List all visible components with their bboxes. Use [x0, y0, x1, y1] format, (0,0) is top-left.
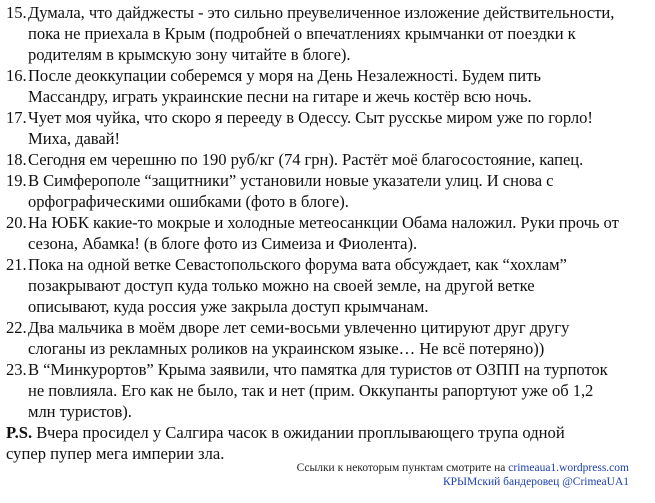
item-number: 22.: [6, 318, 27, 337]
item-text: Пока на одной ветке Севастопольского форума вата обсуждает, как “хохлам” позакрывают доступ куда только можно на своей земле, на другой ветке описывают, куда россия уже закрыла доступ крымчанам.: [28, 255, 567, 316]
list-item: [6, 212, 648, 254]
list-item: [6, 65, 648, 107]
item-text: Два мальчика в моём дворе лет семи-восьми увлеченно цитируют друг другу слоганы из рекламных роликов на украинском языке… Не всё потеряно)): [28, 318, 570, 358]
list-item: [6, 107, 648, 149]
item-number: 16.: [6, 66, 27, 85]
item-number: 23.: [6, 360, 27, 379]
postscript-label: P.S.: [6, 423, 33, 442]
item-text: Думала, что дайджесты - это сильно преувеличенное изложение действительности, пока не приехала в Крым (подробней о впечатлениях крымчанки от поездки к родителям в крымскую зону читайте в блоге).: [28, 3, 615, 64]
list-item: [6, 149, 648, 170]
author-credit: КРЫМский бандеровец @CrimeaUA1: [442, 476, 629, 488]
postscript: [6, 422, 648, 464]
footer-links-line: [297, 461, 629, 475]
postscript-text: Вчера просидел у Салгира часок в ожидании проплывающего трупа одной супер пупер мега империи зла.: [6, 423, 565, 463]
list-item: [6, 2, 648, 65]
footer-links-prefix: Ссылки к некоторым пунктам смотрите на: [296, 462, 509, 474]
item-number: 17.: [6, 108, 27, 127]
item-text: В Симферополе “защитники” установили новые указатели улиц. И снова с орфографическими ошибками (фото в блоге).: [28, 171, 554, 211]
item-number: 20.: [6, 213, 27, 232]
item-text: После деоккупации соберемся у моря на День Незалежності. Будем пить Массандру, играть украинские песни на гитаре и жечь костёр всю ночь.: [28, 66, 541, 106]
digest-list: [6, 2, 648, 464]
item-text: Сегодня ем черешню по 190 руб/кг (74 грн). Растёт моё благосостояние, капец.: [28, 150, 584, 169]
item-number: 15.: [6, 3, 27, 22]
item-text: Чует моя чуйка, что скоро я перееду в Одессу. Сыт русскье миром уже по горло! Миха, давай!: [28, 108, 593, 148]
item-number: 21.: [6, 255, 27, 274]
list-item: [6, 317, 648, 359]
item-number: 19.: [6, 171, 27, 190]
blog-link[interactable]: crimeaua1.wordpress.com: [508, 462, 629, 474]
list-item: [6, 254, 648, 317]
footer: [297, 461, 629, 489]
item-text: В “Минкурортов” Крыма заявили, что памятка для туристов от ОЗПП на турпоток не повлияла. Его как не было, так и нет (прим. Оккупанты рапортуют уже об 1,2 млн туристов).: [28, 360, 608, 421]
list-item: [6, 359, 648, 422]
item-number: 18.: [6, 150, 27, 169]
list-item: [6, 170, 648, 212]
item-text: На ЮБК какие-то мокрые и холодные метеосанкции Обама наложил. Руки прочь от сезона, Абамка! (в блоге фото из Симеиза и Фиолента).: [28, 213, 619, 253]
